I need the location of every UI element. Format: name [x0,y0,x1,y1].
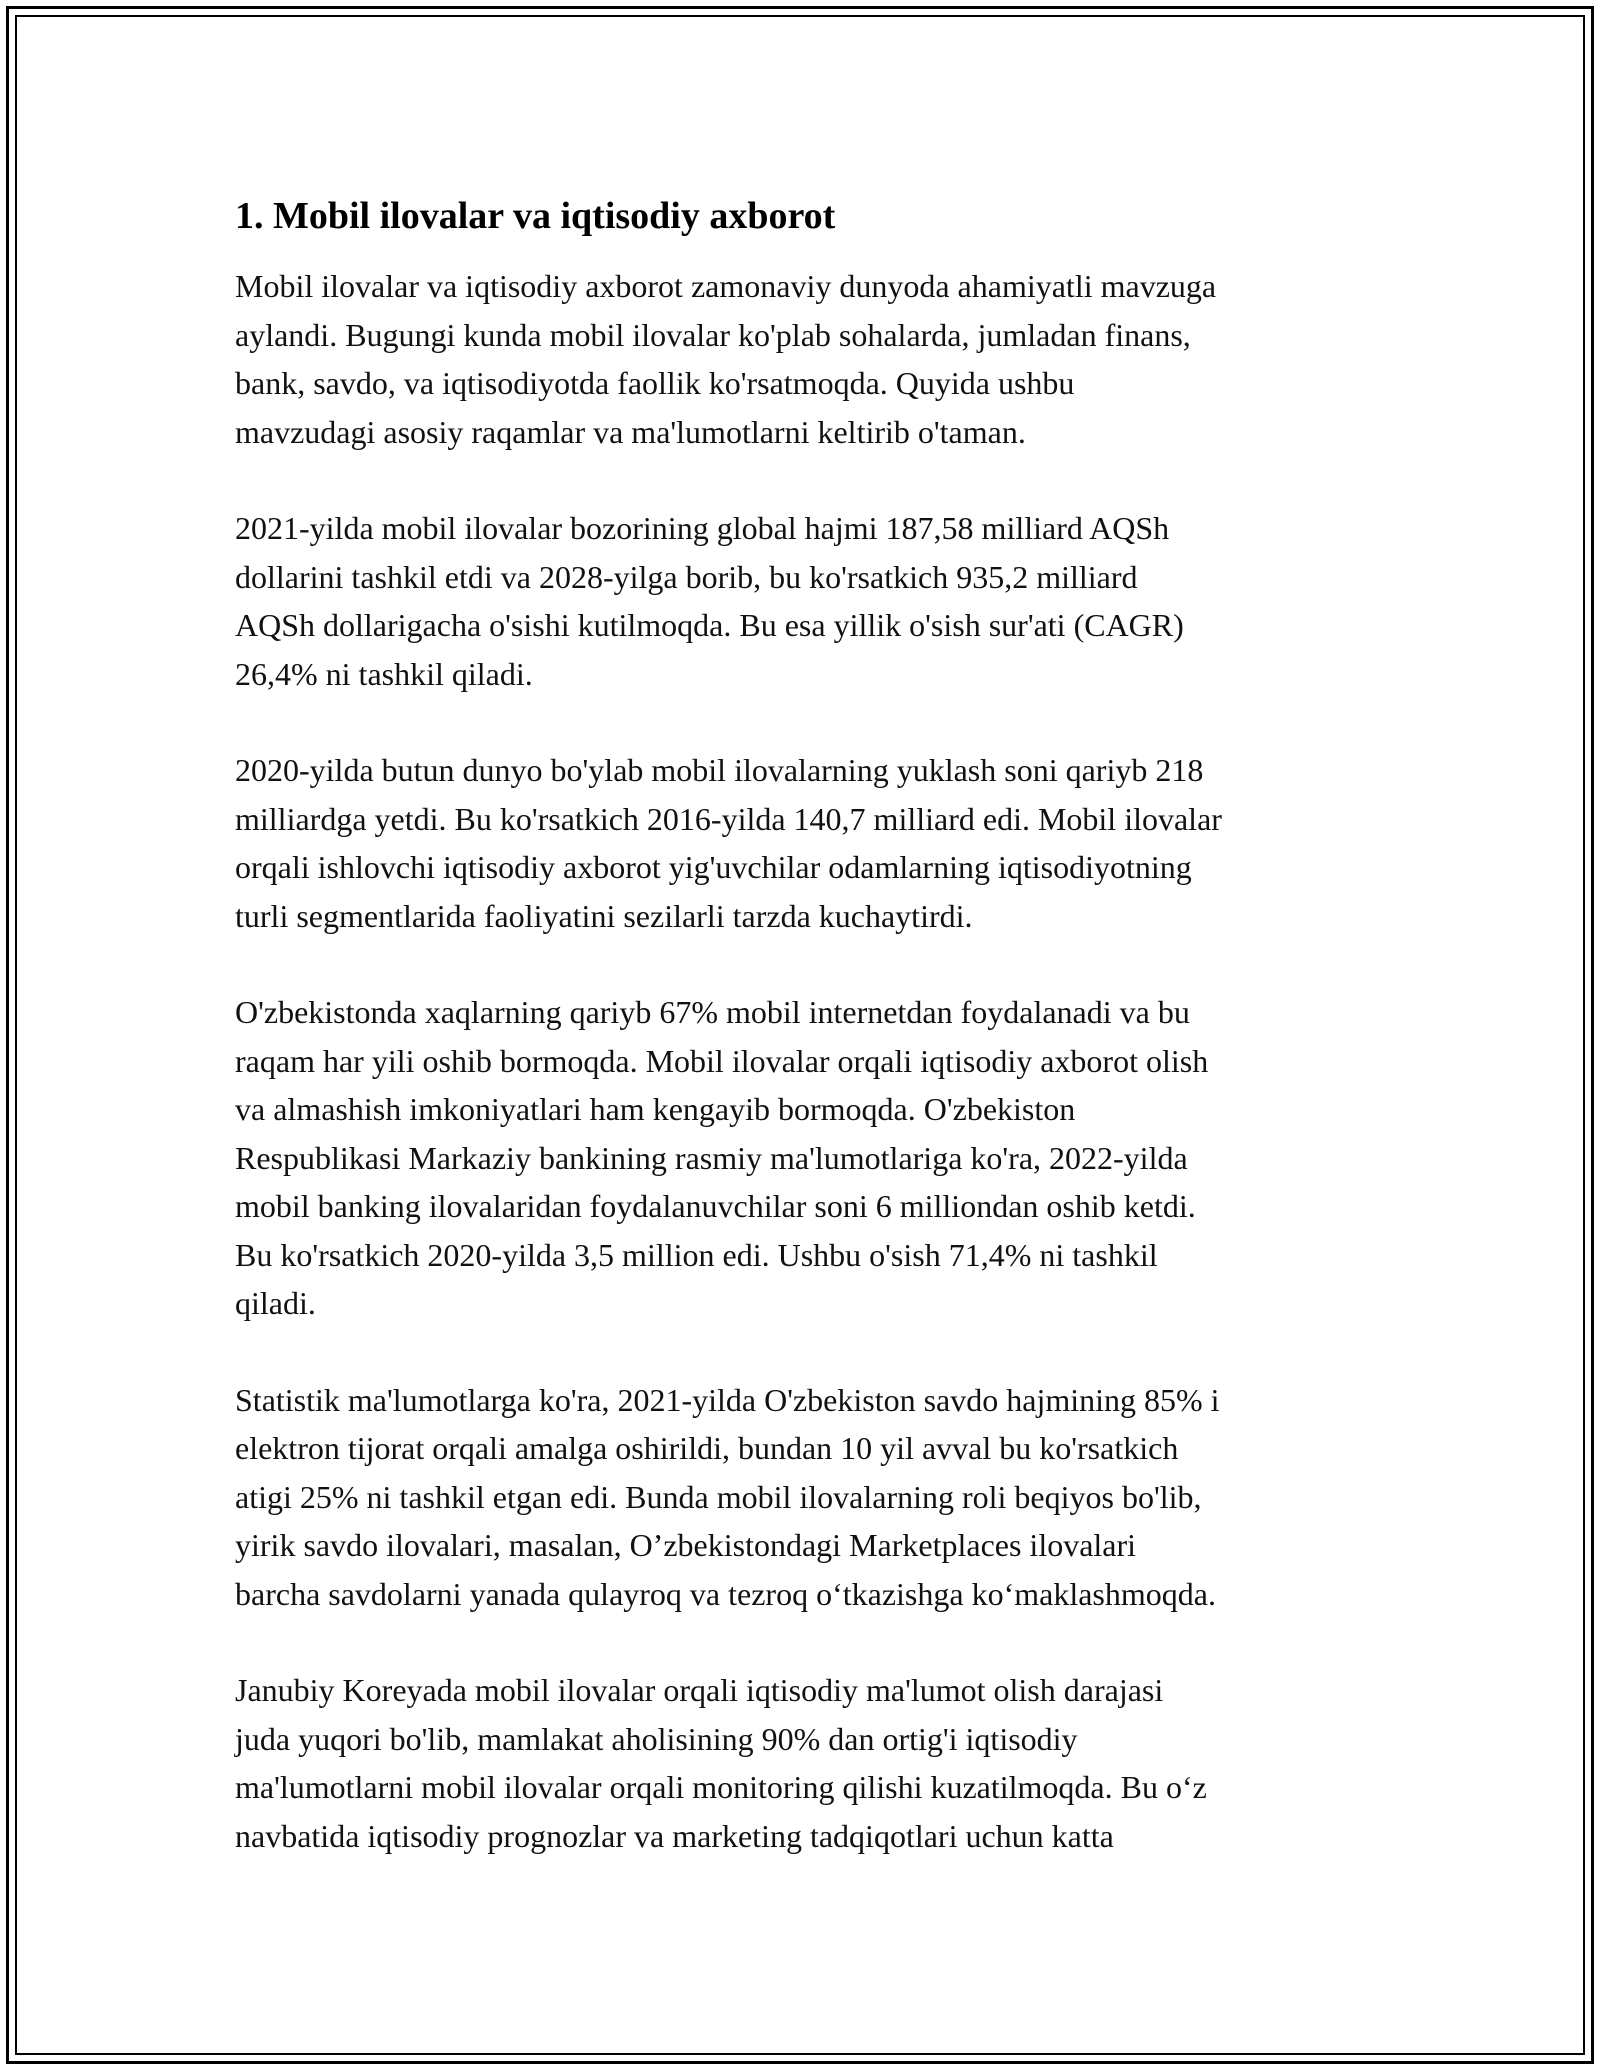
paragraph-line: O'zbekistonda xaqlarning qariyb 67% mobil internetdan foydalanadi va bu [235,994,1190,1030]
paragraph-line: navbatida iqtisodiy prognozlar va marketing tadqiqotlari uchun katta [235,1817,1114,1854]
paragraph-line: Mobil ilovalar va iqtisodiy axborot zamonaviy dunyoda ahamiyatli mavzuga [235,268,1217,304]
section-heading: 1. Mobil ilovalar va iqtisodiy axborot [235,195,836,237]
paragraph-line: milliardga yetdi. Bu ko'rsatkich 2016-yilda 140,7 milliard edi. Mobil ilovalar [235,800,1222,837]
paragraph-line: ma'lumotlarni mobil ilovalar orqali monitoring qilishi kuzatilmoqda. Bu o‘z [235,1769,1207,1805]
paragraph [235,1376,1385,1619]
paragraph-line: dollarini tashkil etdi va 2028-yilga borib, bu ko'rsatkich 935,2 milliard [235,558,1138,595]
paragraph-line: bank, savdo, va iqtisodiyotda faollik ko'rsatmoqda. Quyida ushbu [235,365,1075,401]
paragraph [235,1666,1385,1860]
paragraph-line: aylandi. Bugungi kunda mobil ilovalar ko'plab sohalarda, jumladan finans, [235,316,1191,353]
paragraph-line: 26,4% ni tashkil qiladi. [235,655,533,692]
paragraph [235,988,1385,1328]
paragraph-line: barcha savdolarni yanada qulayroq va tezroq o‘tkazishga ko‘maklashmoqda. [235,1575,1216,1612]
document-body [235,190,1385,1908]
paragraph [235,262,1385,456]
paragraph-line: Bu ko'rsatkich 2020-yilda 3,5 million edi. Ushbu o'sish 71,4% ni tashkil [235,1236,1158,1273]
paragraph-line: 2021-yilda mobil ilovalar bozorining global hajmi 187,58 milliard AQSh [235,510,1170,546]
paragraph-line: mobil banking ilovalaridan foydalanuvchilar soni 6 milliondan oshib ketdi. [235,1188,1196,1224]
paragraph [235,746,1385,940]
paragraph-line: qiladi. [235,1285,316,1321]
paragraph-list [235,262,1385,1860]
paragraph-line: va almashish imkoniyatlari ham kengayib bormoqda. O'zbekiston [235,1091,1076,1127]
paragraph-line: yirik savdo ilovalari, masalan, O’zbekistondagi Marketplaces ilovalari [235,1527,1137,1563]
paragraph-line: juda yuqori bo'lib, mamlakat aholisining 90% dan ortig'i iqtisodiy [235,1720,1078,1757]
paragraph [235,504,1385,698]
paragraph-line: 2020-yilda butun dunyo bo'ylab mobil ilovalarning yuklash soni qariyb 218 [235,752,1204,788]
paragraph-line: Janubiy Koreyada mobil ilovalar orqali iqtisodiy ma'lumot olish darajasi [235,1672,1164,1708]
paragraph-line: elektron tijorat orqali amalga oshirildi, bundan 10 yil avval bu ko'rsatkich [235,1430,1179,1466]
paragraph-line: AQSh dollarigacha o'sishi kutilmoqda. Bu esa yillik o'sish sur'ati (CAGR) [235,607,1184,643]
paragraph-line: mavzudagi asosiy raqamlar va ma'lumotlarni keltirib o'taman. [235,413,1026,450]
paragraph-line: Statistik ma'lumotlarga ko'ra, 2021-yilda O'zbekiston savdo hajmining 85% i [235,1381,1220,1418]
paragraph-line: atigi 25% ni tashkil etgan edi. Bunda mobil ilovalarning roli beqiyos bo'lib, [235,1478,1202,1515]
paragraph-line: Respublikasi Markaziy bankining rasmiy ma'lumotlariga ko'ra, 2022-yilda [235,1139,1188,1176]
paragraph-line: orqali ishlovchi iqtisodiy axborot yig'uvchilar odamlarning iqtisodiyotning [235,849,1192,885]
paragraph-line: turli segmentlarida faoliyatini sezilarli tarzda kuchaytirdi. [235,897,973,934]
paragraph-line: raqam har yili oshib bormoqda. Mobil ilovalar orqali iqtisodiy axborot olish [235,1042,1209,1079]
